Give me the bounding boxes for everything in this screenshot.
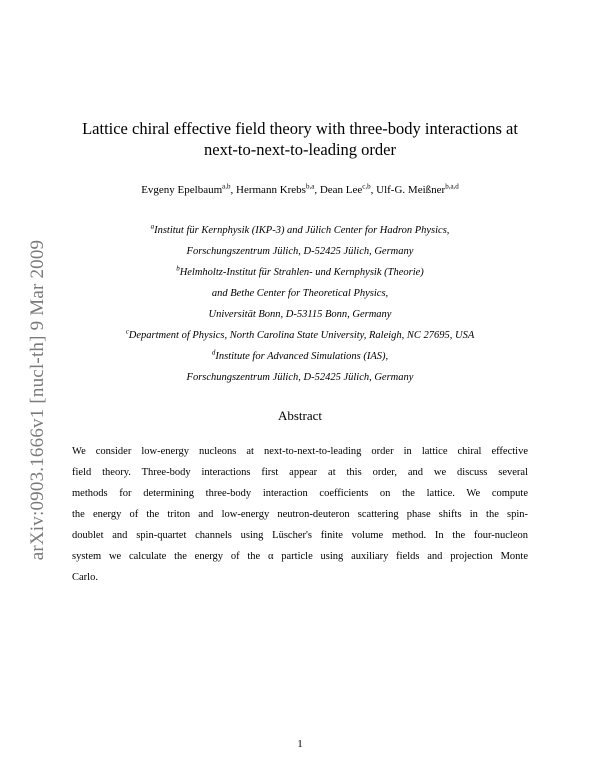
affiliation-line: $^a$Institut für Kernphysik (IKP-3) and Jülich Center for Hadron Physics,: [150, 222, 450, 236]
abstract-line: doublet and spin-quartet channels using Lüscher's finite volume method. In the four-nucleon: [72, 530, 528, 541]
abstract-line: methods for determining three-body interaction coefficients on the lattice. We compute: [72, 488, 528, 499]
abstract-heading: Abstract: [277, 408, 323, 423]
affiliation-line: Universität Bonn, D-53115 Bonn, Germany: [208, 309, 392, 320]
author-4: Ulf-G. Meißner$^{b,a,d}$: [376, 182, 459, 196]
affiliation-line: Forschungszentrum Jülich, D-52425 Jülich, Germany: [186, 246, 414, 257]
affiliation-line: Forschungszentrum Jülich, D-52425 Jülich, Germany: [186, 372, 414, 383]
paper-title: [60, 118, 540, 160]
affiliation-line: $^d$Institute for Advanced Simulations (IAS),: [211, 348, 389, 362]
affiliation-line: and Bethe Center for Theoretical Physics,: [211, 288, 389, 299]
affiliation-line: $^c$Department of Physics, North Carolina State University, Raleigh, NC 27695, USA: [125, 327, 475, 341]
abstract-line: system we calculate the energy of the α particle using auxiliary fields and projection Monte: [72, 551, 528, 562]
author-1: Evgeny Epelbaum$^{a,b}$,: [141, 182, 237, 196]
abstract-line: field theory. Three-body interactions first appear at this order, and we discuss several: [72, 467, 528, 478]
page-number: 1: [297, 738, 303, 750]
author-3: Dean Lee$^{c,b}$,: [319, 182, 377, 196]
author-list: [60, 183, 540, 197]
title-line-2: next-to-next-to-leading order: [204, 140, 396, 159]
title-line-1: Lattice chiral effective field theory with three-body interactions at: [82, 119, 518, 138]
abstract-line: We consider low-energy nucleons at next-to-next-to-leading order in lattice chiral effective: [72, 446, 528, 457]
affiliation-line: $^b$Helmholtz-Institut für Strahlen- und Kernphysik (Theorie): [176, 264, 424, 278]
abstract-line: Carlo.: [72, 572, 98, 583]
arxiv-identifier-stamp: arXiv:0903.1666v1 [nucl-th] 9 Mar 2009: [27, 239, 48, 561]
author-2: Hermann Krebs$^{b,a}$,: [236, 182, 320, 196]
abstract-line: the energy of the triton and low-energy neutron-deuteron scattering phase shifts in the spin-: [72, 509, 528, 520]
